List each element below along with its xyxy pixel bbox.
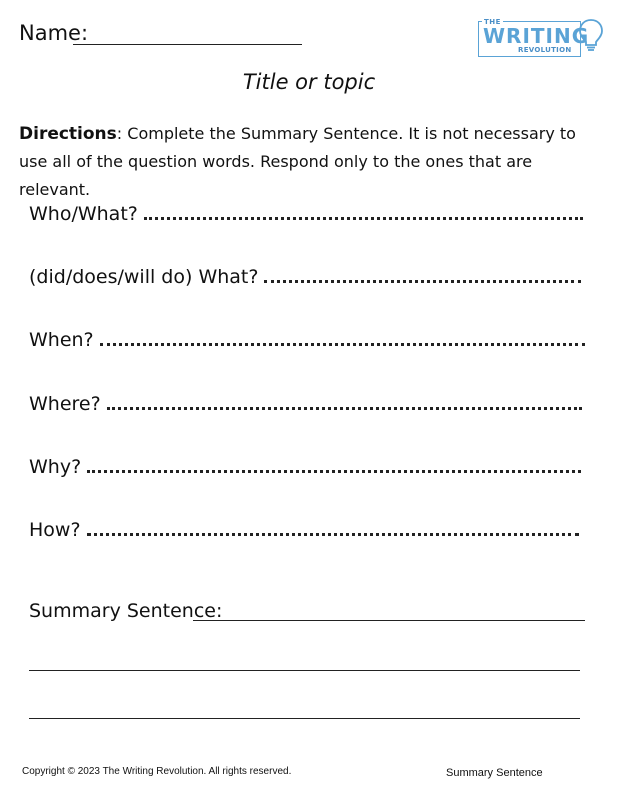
summary-answer-line-1[interactable]: [193, 620, 585, 621]
answer-dotted-line[interactable]: [100, 343, 585, 346]
directions-label: Directions: [19, 124, 117, 144]
question-row-how[interactable]: [29, 519, 579, 541]
name-label: Name:: [19, 21, 89, 45]
question-row-did-what[interactable]: [29, 266, 581, 288]
summary-sentence-label: Summary Sentence:: [29, 600, 223, 622]
directions-body: : Complete the Summary Sentence. It is not necessary to use all of the question words. Respond only to the ones that are relevant.: [19, 124, 576, 199]
answer-dotted-line[interactable]: [264, 280, 581, 283]
question-label: Why?: [29, 456, 82, 478]
question-label: (did/does/will do) What?: [29, 266, 259, 288]
answer-dotted-line[interactable]: [107, 407, 582, 410]
question-label: Who/What?: [29, 203, 138, 225]
footer-document-name: Summary Sentence: [446, 767, 543, 779]
question-row-why[interactable]: [29, 456, 581, 478]
question-label: How?: [29, 519, 81, 541]
directions-text: [19, 120, 599, 204]
answer-dotted-line[interactable]: [87, 470, 581, 473]
worksheet-title: Title or topic: [242, 70, 376, 94]
summary-answer-line-3[interactable]: [29, 718, 580, 719]
writing-revolution-logo: [478, 18, 606, 60]
question-row-who-what[interactable]: [29, 203, 583, 225]
question-row-where[interactable]: [29, 393, 582, 415]
question-label: Where?: [29, 393, 101, 415]
logo-text-bottom: REVOLUTION: [518, 46, 572, 54]
answer-dotted-line[interactable]: [87, 533, 579, 536]
question-row-when[interactable]: [29, 329, 585, 351]
logo-text-main: WRITING: [483, 24, 590, 48]
logo-text-top: THE: [484, 18, 501, 26]
name-field-line[interactable]: [73, 44, 302, 45]
lightbulb-icon: [578, 18, 604, 52]
question-label: When?: [29, 329, 94, 351]
footer-copyright: Copyright © 2023 The Writing Revolution. All rights reserved.: [22, 766, 292, 777]
answer-dotted-line[interactable]: [144, 217, 583, 220]
summary-answer-line-2[interactable]: [29, 670, 580, 671]
